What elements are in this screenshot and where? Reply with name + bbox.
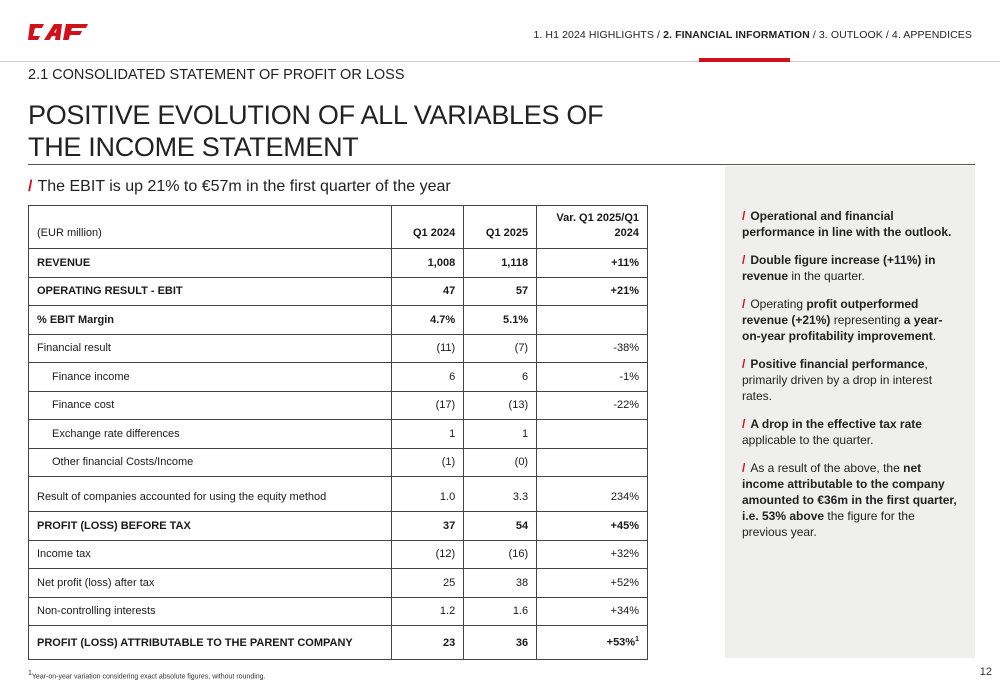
highlight-bold: profit outperformed revenue (+21%) xyxy=(742,297,919,327)
cell-q1-2025: 1.6 xyxy=(464,597,537,626)
highlight-bold: A drop in the effective tax rate xyxy=(750,417,922,431)
page-title: POSITIVE EVOLUTION OF ALL VARIABLES OF THE INCOME STATEMENT xyxy=(28,100,604,162)
row-label: Other financial Costs/Income xyxy=(29,448,392,477)
footnote-ref: 1 xyxy=(635,636,639,644)
highlight-text: in the quarter. xyxy=(788,269,865,283)
table-row xyxy=(29,448,648,477)
cell-q1-2024: 6 xyxy=(392,363,464,392)
cell-q1-2024: 1.2 xyxy=(392,597,464,626)
row-label: PROFIT (LOSS) BEFORE TAX xyxy=(29,512,392,541)
footnote-marker: 1 xyxy=(28,670,32,677)
highlight-bold: Positive financial performance xyxy=(750,357,925,371)
cell-q1-2024: (1) xyxy=(392,448,464,477)
section-breadcrumb xyxy=(533,29,972,41)
cell-q1-2024: 4.7% xyxy=(392,306,464,335)
highlight-text: . xyxy=(932,329,937,343)
income-statement-table xyxy=(28,205,648,660)
row-label: Financial result xyxy=(29,334,392,363)
highlight-item xyxy=(742,460,959,540)
header-variation: Var. Q1 2025/Q1 2024 xyxy=(537,206,648,249)
cell-variation xyxy=(537,306,648,335)
nav-financial-information[interactable]: 2. FINANCIAL INFORMATION xyxy=(663,29,810,41)
row-label: REVENUE xyxy=(29,249,392,278)
caf-logo xyxy=(28,20,90,44)
table-row xyxy=(29,277,648,306)
cell-q1-2025: 36 xyxy=(464,626,537,660)
table-row xyxy=(29,249,648,278)
cell-variation: +32% xyxy=(537,540,648,569)
cell-q1-2025: (0) xyxy=(464,448,537,477)
slash-marker: / xyxy=(742,417,746,431)
cell-q1-2024: 23 xyxy=(392,626,464,660)
cell-variation xyxy=(537,448,648,477)
cell-q1-2024: 47 xyxy=(392,277,464,306)
table-row xyxy=(29,363,648,392)
header-q1-2025: Q1 2025 xyxy=(464,206,537,249)
cell-q1-2025: (16) xyxy=(464,540,537,569)
section-label: 2.1 CONSOLIDATED STATEMENT OF PROFIT OR LOSS xyxy=(28,67,405,83)
table-row xyxy=(29,597,648,626)
highlight-bold: a year-on-year profitability improvement xyxy=(742,313,943,343)
cell-q1-2024: 37 xyxy=(392,512,464,541)
slash-marker: / xyxy=(742,461,746,475)
cell-q1-2025: 5.1% xyxy=(464,306,537,335)
cell-variation: +45% xyxy=(537,512,648,541)
highlight-text: the figure for the previous year. xyxy=(742,509,915,539)
cell-q1-2025: (13) xyxy=(464,391,537,420)
cell-variation: -38% xyxy=(537,334,648,363)
slash-marker: / xyxy=(742,357,746,371)
highlight-text: As a result of the above, the xyxy=(750,461,904,475)
highlight-item xyxy=(742,416,959,448)
table-row xyxy=(29,334,648,363)
cell-variation: 234% xyxy=(537,477,648,512)
slash-marker: / xyxy=(742,253,746,267)
slash-marker: / xyxy=(742,297,746,311)
table-row xyxy=(29,477,648,512)
highlight-bold: Double figure increase (+11%) in revenue xyxy=(742,253,936,283)
cell-q1-2024: (11) xyxy=(392,334,464,363)
cell-variation xyxy=(537,420,648,449)
cell-q1-2025: 57 xyxy=(464,277,537,306)
row-label: Net profit (loss) after tax xyxy=(29,569,392,598)
variation-value: +53% xyxy=(606,636,636,649)
cell-q1-2024: 1 xyxy=(392,420,464,449)
row-label: Non-controlling interests xyxy=(29,597,392,626)
nav-highlights[interactable]: 1. H1 2024 HIGHLIGHTS / xyxy=(533,29,661,41)
highlight-text: , primarily driven by a drop in interest rates. xyxy=(742,357,933,403)
slash-marker: / xyxy=(28,178,33,195)
highlight-item xyxy=(742,296,959,344)
table-row xyxy=(29,626,648,660)
cell-q1-2024: 1,008 xyxy=(392,249,464,278)
top-bar xyxy=(0,0,1000,62)
highlight-bold: net income attributable to the company amounted to €36m in the first quarter, i.e. 53% above xyxy=(742,461,957,523)
row-label: Exchange rate differences xyxy=(29,420,392,449)
row-label: Result of companies accounted for using the equity method xyxy=(29,477,392,512)
row-label: Income tax xyxy=(29,540,392,569)
cell-q1-2025: 54 xyxy=(464,512,537,541)
highlight-text: representing xyxy=(830,313,904,327)
cell-variation: -1% xyxy=(537,363,648,392)
nav-outlook-appendices[interactable]: / 3. OUTLOOK / 4. APPENDICES xyxy=(812,29,972,41)
cell-variation xyxy=(537,626,648,660)
cell-q1-2025: 1 xyxy=(464,420,537,449)
page-number: 12 xyxy=(979,666,992,678)
cell-q1-2024: (17) xyxy=(392,391,464,420)
cell-q1-2025: (7) xyxy=(464,334,537,363)
cell-q1-2024: 25 xyxy=(392,569,464,598)
footnote xyxy=(28,670,266,680)
highlight-text: applicable to the quarter. xyxy=(742,433,874,447)
row-label: Finance income xyxy=(29,363,392,392)
cell-q1-2024: 1.0 xyxy=(392,477,464,512)
table-row xyxy=(29,420,648,449)
header-unit: (EUR million) xyxy=(29,206,392,249)
highlight-item xyxy=(742,252,959,284)
cell-q1-2025: 6 xyxy=(464,363,537,392)
cell-variation: +34% xyxy=(537,597,648,626)
highlight-item xyxy=(742,356,959,404)
subtitle-text: The EBIT is up 21% to €57m in the first quarter of the year xyxy=(37,178,451,195)
highlight-item xyxy=(742,208,959,240)
active-nav-indicator xyxy=(699,58,790,62)
cell-variation: -22% xyxy=(537,391,648,420)
row-label: % EBIT Margin xyxy=(29,306,392,335)
cell-q1-2025: 3.3 xyxy=(464,477,537,512)
header-q1-2024: Q1 2024 xyxy=(392,206,464,249)
highlight-text: Operating xyxy=(750,297,807,311)
highlight-bold: Operational and financial performance in line with the outlook. xyxy=(742,209,952,239)
highlights-panel xyxy=(725,166,975,658)
cell-q1-2025: 38 xyxy=(464,569,537,598)
table-row xyxy=(29,512,648,541)
cell-variation: +52% xyxy=(537,569,648,598)
title-divider xyxy=(28,164,975,165)
row-label: PROFIT (LOSS) ATTRIBUTABLE TO THE PARENT COMPANY xyxy=(29,626,392,660)
footnote-text: Year-on-year variation considering exact absolute figures, without rounding. xyxy=(31,673,266,681)
cell-q1-2025: 1,118 xyxy=(464,249,537,278)
row-label: OPERATING RESULT - EBIT xyxy=(29,277,392,306)
table-header-row xyxy=(29,206,648,249)
row-label: Finance cost xyxy=(29,391,392,420)
table-row xyxy=(29,569,648,598)
table-row xyxy=(29,306,648,335)
cell-variation: +11% xyxy=(537,249,648,278)
slash-marker: / xyxy=(742,209,746,223)
cell-variation: +21% xyxy=(537,277,648,306)
subtitle xyxy=(28,178,451,196)
table-row xyxy=(29,540,648,569)
cell-q1-2024: (12) xyxy=(392,540,464,569)
table-row xyxy=(29,391,648,420)
